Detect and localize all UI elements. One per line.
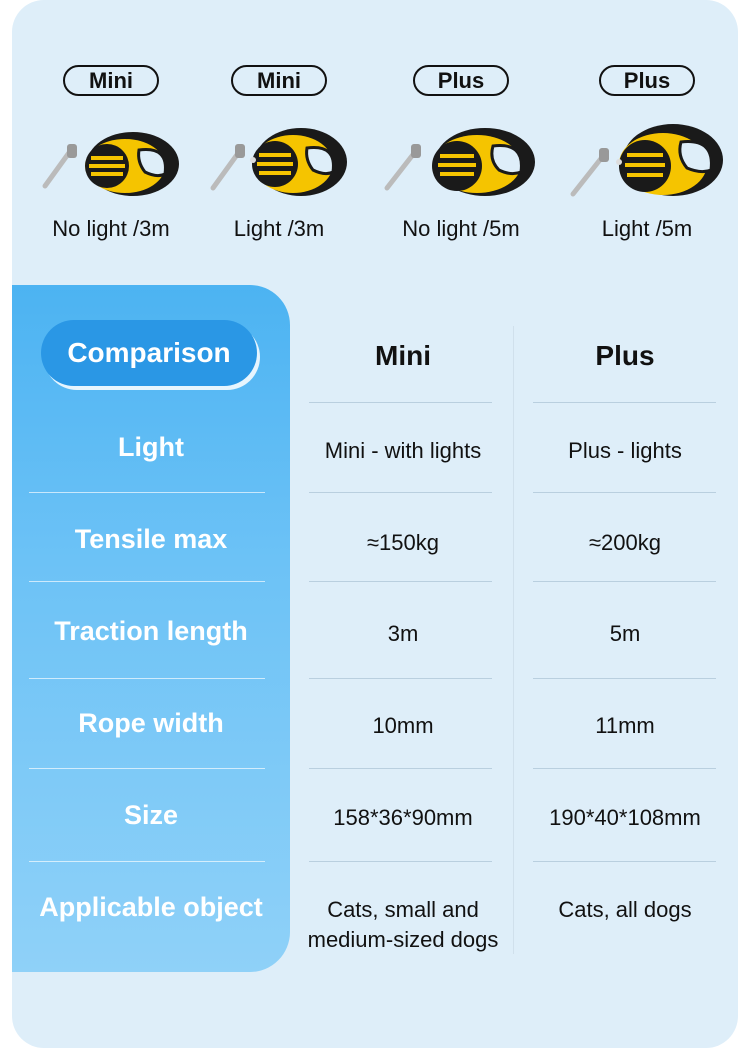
retractable-leash-icon — [383, 122, 539, 202]
variant-badge: Mini — [63, 65, 159, 96]
retractable-leash-icon — [569, 122, 725, 206]
comparison-header: Comparison — [41, 320, 257, 386]
table-divider — [309, 492, 492, 493]
product-mini-light[interactable] — [184, 62, 374, 262]
cell-plus-size: 190*40*108mm — [549, 805, 701, 830]
label-divider — [29, 768, 265, 769]
variant-caption: No light /5m — [402, 216, 520, 241]
row-label-light: Light — [118, 432, 184, 462]
product-plus-no-light[interactable] — [366, 62, 556, 262]
label-divider — [29, 492, 265, 493]
row-label-applicable-object: Applicable object — [39, 892, 263, 922]
table-divider — [533, 768, 716, 769]
table-divider — [309, 581, 492, 582]
label-divider — [29, 678, 265, 679]
product-plus-light[interactable] — [552, 62, 742, 262]
column-header-mini: Mini — [375, 340, 431, 371]
row-label-tensile-max: Tensile max — [74, 524, 228, 554]
row-label-rope-width: Rope width — [78, 708, 224, 738]
table-divider — [309, 678, 492, 679]
table-divider — [309, 402, 492, 403]
variant-caption: No light /3m — [52, 216, 170, 241]
retractable-leash-icon — [209, 122, 349, 202]
row-label-traction-length: Traction length — [54, 616, 248, 646]
column-separator — [513, 326, 514, 954]
product-mini-no-light[interactable] — [16, 62, 206, 262]
table-divider — [309, 768, 492, 769]
cell-mini-rope-width: 10mm — [372, 713, 434, 738]
table-divider — [533, 581, 716, 582]
table-divider — [533, 492, 716, 493]
cell-plus-light: Plus - lights — [568, 438, 682, 463]
cell-plus-traction: 5m — [609, 621, 641, 646]
table-divider — [533, 402, 716, 403]
cell-mini-applicable: Cats, small and medium-sized dogs — [307, 897, 499, 952]
variant-badge: Plus — [599, 65, 695, 96]
variant-caption: Light /3m — [233, 216, 325, 241]
table-divider — [309, 861, 492, 862]
column-header-plus: Plus — [595, 340, 655, 371]
cell-plus-applicable: Cats, all dogs — [558, 897, 692, 922]
cell-mini-tensile: ≈150kg — [366, 530, 439, 555]
cell-mini-light: Mini - with lights — [324, 438, 482, 463]
variant-badge: Plus — [413, 65, 509, 96]
table-divider — [533, 861, 716, 862]
cell-mini-traction: 3m — [387, 621, 419, 646]
table-divider — [533, 678, 716, 679]
cell-mini-size: 158*36*90mm — [333, 805, 473, 830]
cell-plus-tensile: ≈200kg — [588, 530, 661, 555]
product-variants — [0, 62, 750, 262]
label-divider — [29, 861, 265, 862]
label-divider — [29, 581, 265, 582]
variant-caption: Light /5m — [601, 216, 693, 241]
variant-badge: Mini — [231, 65, 327, 96]
row-label-size: Size — [123, 800, 179, 830]
cell-plus-rope-width: 11mm — [595, 713, 655, 738]
retractable-leash-icon — [41, 122, 181, 202]
